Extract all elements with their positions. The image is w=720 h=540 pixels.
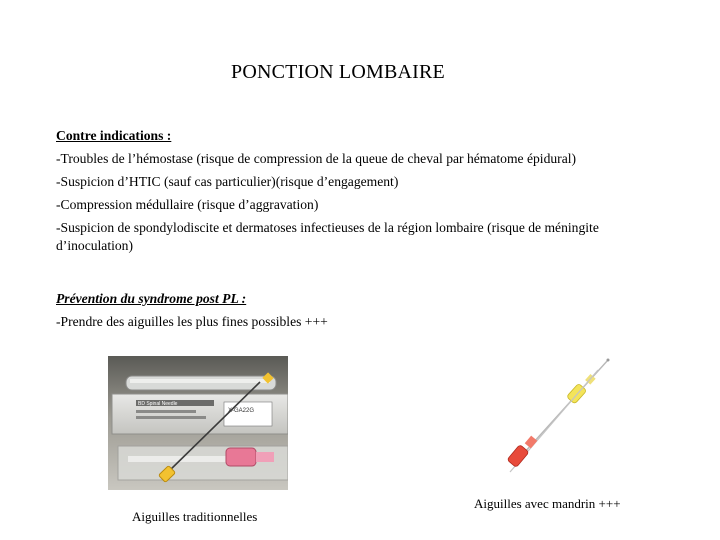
prevention-item: -Prendre des aiguilles les plus fines possibles +++: [56, 314, 328, 329]
contraindication-item: -Compression médullaire (risque d’aggravation): [56, 197, 319, 212]
contraindication-item: -Suspicion d’HTIC (sauf cas particulier)(risque d’engagement): [56, 174, 399, 189]
package-code-label: X-GA22G: [228, 408, 255, 414]
package-brand-label: BD Spinal Needle: [138, 401, 178, 407]
contraindication-item: -Suspicion de spondylodiscite et dermatoses infectieuses de la région lombaire (risque de méningite d’inoculation): [56, 220, 599, 253]
prevention-section: [56, 287, 676, 333]
contraindication-item: -Troubles de l’hémostase (risque de compression de la queue de cheval par hématome épidural): [56, 151, 577, 166]
traditional-needles-caption: Aiguilles traditionnelles: [132, 509, 258, 524]
stylet-needles-photo: [496, 354, 620, 482]
traditional-needles-photo: [108, 356, 288, 490]
contraindications-section: [56, 124, 676, 255]
page-title: PONCTION LOMBAIRE: [231, 61, 445, 83]
prevention-heading: Prévention du syndrome post PL :: [56, 291, 247, 306]
stylet-needles-caption: Aiguilles avec mandrin +++: [474, 496, 621, 511]
contraindications-heading: Contre indications :: [56, 128, 172, 143]
